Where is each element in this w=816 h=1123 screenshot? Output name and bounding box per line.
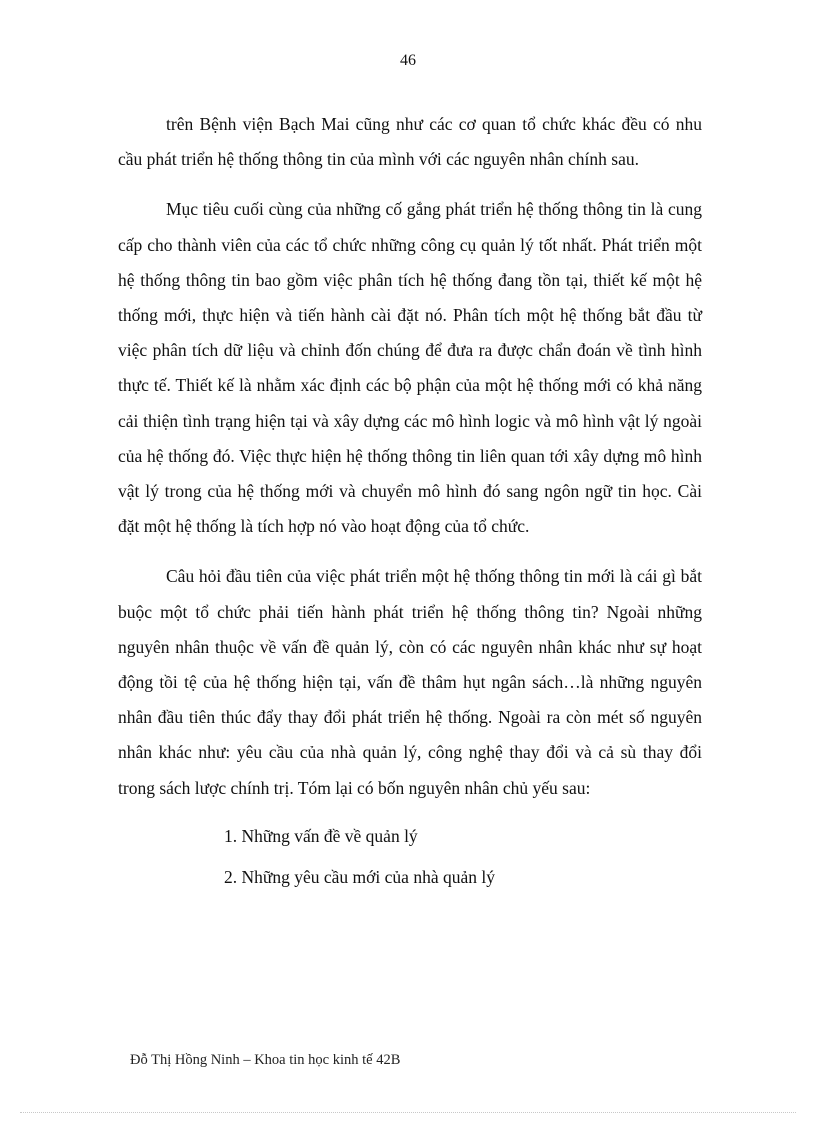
paragraph-1: trên Bệnh viện Bạch Mai cũng như các cơ quan tổ chức khác đều có nhu cầu phát triển hệ thống thông tin của mình với các nguyên nhân chính sau. <box>118 114 702 170</box>
reasons-list <box>118 819 702 895</box>
list-item-1: 1. Những vấn đề về quản lý <box>224 825 418 846</box>
page-bottom-divider <box>20 1112 796 1113</box>
document-body <box>118 107 702 901</box>
list-item-2: 2. Những yêu cầu mới của nhà quản lý <box>224 867 495 888</box>
paragraph-3: Câu hỏi đầu tiên của việc phát triển một hệ thống thông tin mới là cái gì bắt buộc một tổ chức phải tiến hành phát triển hệ thống thông tin? Ngoài những nguyên nhân thuộc về vấn đề quản lý, còn có các nguyên nhân khác như sự hoạt động tồi tệ của hệ thống hiện tại, vấn đề thâm hụt ngân sách…là những nguyên nhân đầu tiên thúc đẩy thay đổi phát triển hệ thống. Ngoài ra còn mét số nguyên nhân khác như: yêu cầu của nhà quản lý, công nghệ thay đổi và cả sù thay đổi trong sách lược chính trị. Tóm lại có bốn nguyên nhân chủ yếu sau: <box>118 566 702 798</box>
paragraph-2: Mục tiêu cuối cùng của những cố gắng phát triển hệ thống thông tin là cung cấp cho thành viên của các tổ chức những công cụ quản lý tốt nhất. Phát triển một hệ thống thông tin bao gồm việc phân tích hệ thống đang tồn tại, thiết kế một hệ thống mới, thực hiện và tiến hành cài đặt nó. Phân tích một hệ thống bắt đầu từ việc phân tích dữ liệu và chỉnh đốn chúng để đưa ra được chẩn đoán về tình hình thực tế. Thiết kế là nhằm xác định các bộ phận của một hệ thống mới có khả năng cải thiện tình trạng hiện tại và xây dựng các mô hình logic và mô hình vật lý ngoài của hệ thống đó. Việc thực hiện hệ thống thông tin liên quan tới xây dựng mô hình vật lý trong của hệ thống mới và chuyển mô hình đó sang ngôn ngữ tin học. Cài đặt một hệ thống là tích hợp nó vào hoạt động của tổ chức. <box>118 199 702 537</box>
page-number: 46 <box>400 52 416 69</box>
page-footer: Đỗ Thị Hồng Ninh – Khoa tin học kinh tế 42B <box>130 1052 401 1068</box>
